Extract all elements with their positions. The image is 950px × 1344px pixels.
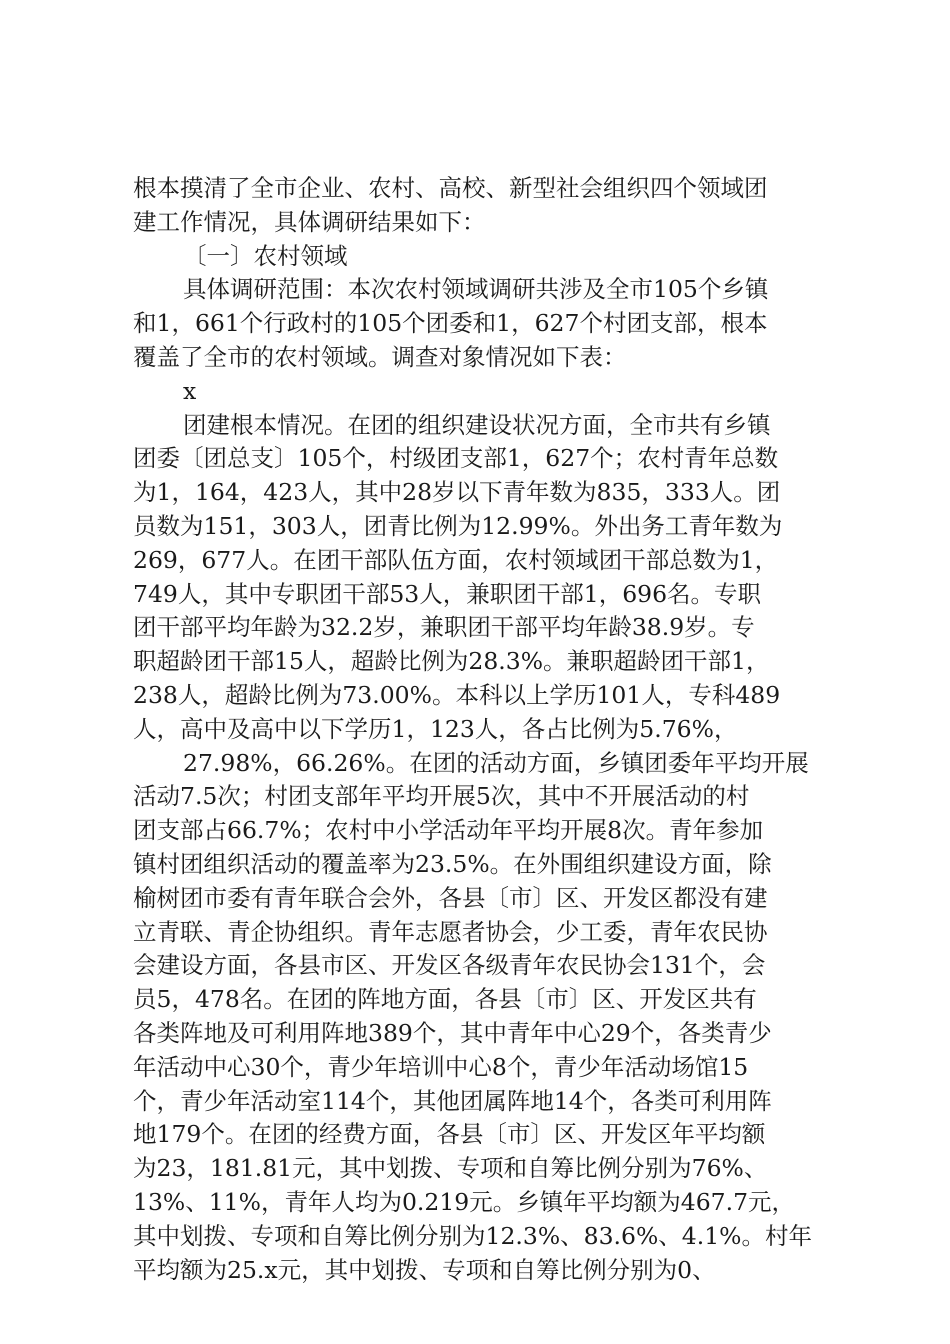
text-line: 活动7.5次；村团支部年平均开展5次，其中不开展活动的村 xyxy=(133,782,750,811)
text-line: 职超龄团干部15人，超龄比例为28.3%。兼职超龄团干部1， xyxy=(133,647,770,676)
text-line: 其中划拨、专项和自筹比例分别为12.3%、83.6%、4.1%。村年 xyxy=(133,1221,813,1250)
text-line: 员数为151，303人，团青比例为12.99%。外出务工青年数为 xyxy=(133,511,783,540)
text-line: 团干部平均年龄为32.2岁，兼职团干部平均年龄38.9岁。专 xyxy=(133,613,755,642)
text-line: 团建根本情况。在团的组织建设状况方面，全市共有乡镇 xyxy=(183,410,771,439)
body-text xyxy=(133,172,823,1287)
text-line: 立青联、青企协组织。青年志愿者协会，少工委，青年农民协 xyxy=(133,917,768,946)
text-line: 269，677人。在团干部队伍方面，农村领域团干部总数为1， xyxy=(133,545,779,574)
text-line: 员5，478名。在团的阵地方面，各县〔市〕区、开发区共有 xyxy=(133,985,757,1014)
text-line: 749人，其中专职团干部53人，兼职团干部1，696名。专职 xyxy=(133,579,762,608)
text-line: 团支部占66.7%；农村中小学活动年平均开展8次。青年参加 xyxy=(133,816,764,845)
text-line: 镇村团组织活动的覆盖率为23.5%。在外围组织建设方面，除 xyxy=(133,849,772,878)
text-line: 13%、11%，青年人均为0.219元。乡镇年平均额为467.7元， xyxy=(133,1187,796,1216)
text-line: 覆盖了全市的农村领域。调查对象情况如下表： xyxy=(133,342,627,371)
text-line: 年活动中心30个，青少年培训中心8个，青少年活动场馆15 xyxy=(133,1052,749,1081)
text-line: 榆树团市委有青年联合会外，各县〔市〕区、开发区都没有建 xyxy=(133,883,768,912)
text-line: 为1，164，423人，其中28岁以下青年数为835，333人。团 xyxy=(133,478,781,507)
text-line: 和1，661个行政村的105个团委和1，627个村团支部，根本 xyxy=(133,309,768,338)
text-line: 个，青少年活动室114个，其他团属阵地14个，各类可利用阵 xyxy=(133,1086,772,1115)
text-line: 为23，181.81元，其中划拨、专项和自筹比例分别为76%、 xyxy=(133,1154,768,1183)
text-line: 平均额为25.x元，其中划拨、专项和自筹比例分别为0、 xyxy=(133,1255,716,1284)
text-line: 具体调研范围：本次农村领域调研共涉及全市105个乡镇 xyxy=(183,275,769,304)
section-heading: 〔一〕农村领域 xyxy=(183,241,348,270)
text-line: 27.98%，66.26%。在团的活动方面，乡镇团委年平均开展 xyxy=(183,748,809,777)
text-line: 238人，超龄比例为73.00%。本科以上学历101人，专科489 xyxy=(133,680,781,709)
table-placeholder: x xyxy=(183,376,197,405)
text-line: 各类阵地及可利用阵地389个，其中青年中心29个，各类青少 xyxy=(133,1018,772,1047)
text-line: 建工作情况，具体调研结果如下： xyxy=(133,207,486,236)
text-line: 根本摸清了全市企业、农村、高校、新型社会组织四个领域团 xyxy=(133,174,768,202)
text-line: 地179个。在团的经费方面，各县〔市〕区、开发区年平均额 xyxy=(133,1120,766,1149)
text-line: 会建设方面，各县市区、开发区各级青年农民协会131个，会 xyxy=(133,951,766,980)
text-line: 团委〔团总支〕105个，村级团支部1，627个；农村青年总数 xyxy=(133,444,779,473)
text-line: 人，高中及高中以下学历1，123人，各占比例为5.76%， xyxy=(133,714,738,743)
